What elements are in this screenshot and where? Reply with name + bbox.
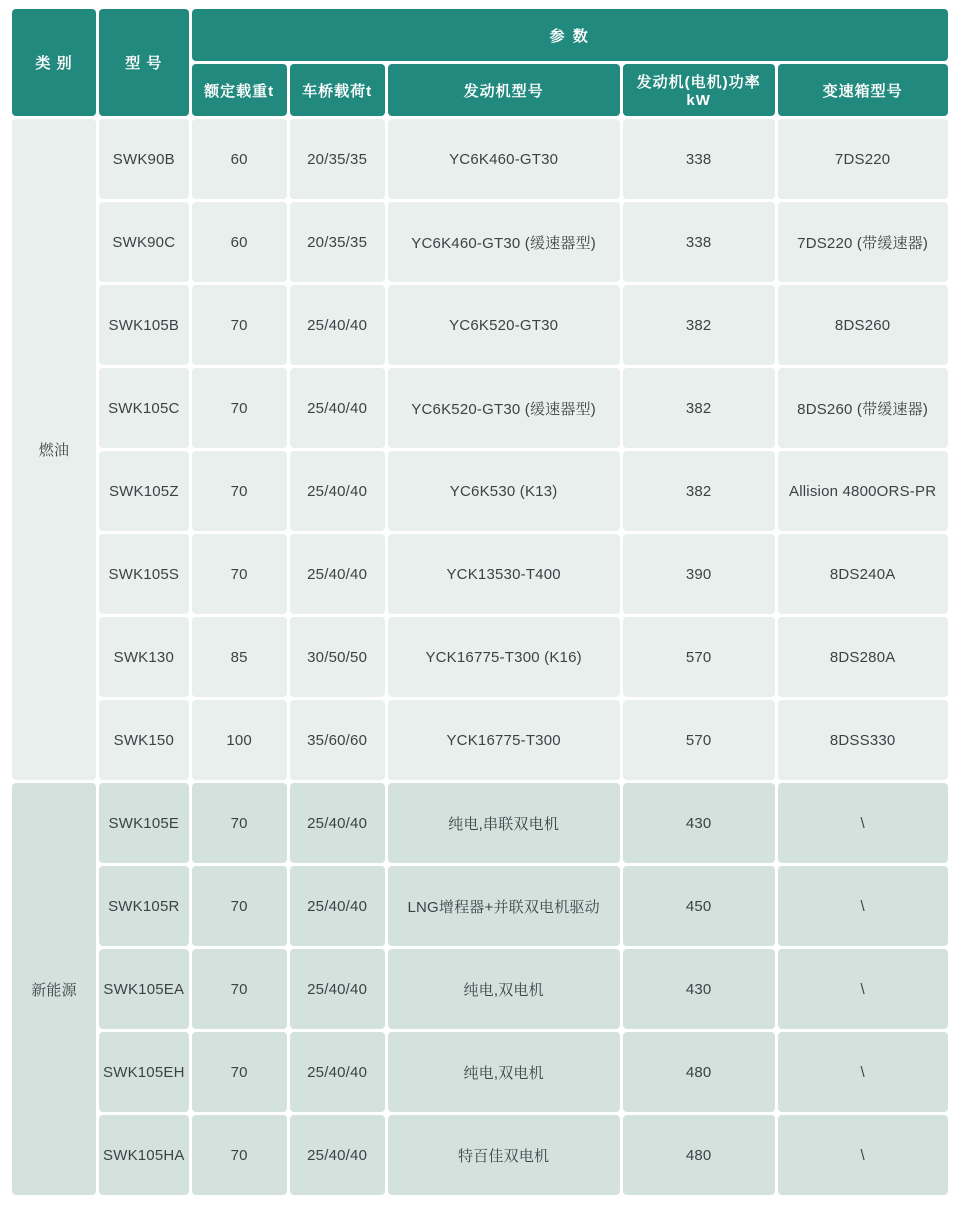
cell-model: SWK105E bbox=[99, 783, 189, 863]
cell-rated-load: 70 bbox=[192, 1032, 287, 1112]
cell-rated-load: 70 bbox=[192, 1115, 287, 1195]
cell-gearbox-model: \ bbox=[778, 949, 948, 1029]
cell-rated-load: 100 bbox=[192, 700, 287, 780]
cell-gearbox-model: \ bbox=[778, 866, 948, 946]
header-rated-load: 额定载重t bbox=[192, 64, 287, 116]
cell-axle-load: 30/50/50 bbox=[290, 617, 385, 697]
cell-rated-load: 60 bbox=[192, 202, 287, 282]
cell-model: SWK105EA bbox=[99, 949, 189, 1029]
header-axle-load: 车桥载荷t bbox=[290, 64, 385, 116]
cell-model: SWK105Z bbox=[99, 451, 189, 531]
cell-axle-load: 35/60/60 bbox=[290, 700, 385, 780]
cell-engine-model: YC6K460-GT30 (缓速器型) bbox=[388, 202, 620, 282]
cell-engine-model: YCK16775-T300 (K16) bbox=[388, 617, 620, 697]
cell-gearbox-model: Allision 4800ORS-PR bbox=[778, 451, 948, 531]
cell-axle-load: 25/40/40 bbox=[290, 451, 385, 531]
cell-gearbox-model: \ bbox=[778, 1032, 948, 1112]
cell-engine-model: 特百佳双电机 bbox=[388, 1115, 620, 1195]
cell-engine-power: 570 bbox=[623, 617, 775, 697]
cell-engine-model: YC6K530 (K13) bbox=[388, 451, 620, 531]
header-gearbox-model: 变速箱型号 bbox=[778, 64, 948, 116]
cell-engine-power: 480 bbox=[623, 1032, 775, 1112]
cell-rated-load: 70 bbox=[192, 451, 287, 531]
category-cell-fuel: 燃油 bbox=[12, 119, 96, 780]
cell-model: SWK105EH bbox=[99, 1032, 189, 1112]
cell-engine-model: YCK16775-T300 bbox=[388, 700, 620, 780]
cell-model: SWK105B bbox=[99, 285, 189, 365]
cell-rated-load: 70 bbox=[192, 783, 287, 863]
table-row bbox=[12, 119, 948, 199]
cell-rated-load: 70 bbox=[192, 866, 287, 946]
cell-axle-load: 25/40/40 bbox=[290, 1115, 385, 1195]
header-model: 型 号 bbox=[99, 9, 189, 116]
cell-axle-load: 25/40/40 bbox=[290, 783, 385, 863]
cell-gearbox-model: 8DSS330 bbox=[778, 700, 948, 780]
cell-engine-model: YC6K460-GT30 bbox=[388, 119, 620, 199]
cell-engine-model: 纯电,双电机 bbox=[388, 949, 620, 1029]
header-category: 类 别 bbox=[12, 9, 96, 116]
cell-engine-power: 450 bbox=[623, 866, 775, 946]
cell-axle-load: 20/35/35 bbox=[290, 202, 385, 282]
cell-axle-load: 25/40/40 bbox=[290, 1032, 385, 1112]
cell-engine-model: YCK13530-T400 bbox=[388, 534, 620, 614]
cell-axle-load: 25/40/40 bbox=[290, 949, 385, 1029]
cell-engine-model: YC6K520-GT30 (缓速器型) bbox=[388, 368, 620, 448]
cell-gearbox-model: 8DS260 bbox=[778, 285, 948, 365]
header-engine-model: 发动机型号 bbox=[388, 64, 620, 116]
cell-rated-load: 70 bbox=[192, 534, 287, 614]
table-row bbox=[12, 617, 948, 697]
table-row bbox=[12, 451, 948, 531]
cell-engine-power: 382 bbox=[623, 368, 775, 448]
cell-engine-model: 纯电,双电机 bbox=[388, 1032, 620, 1112]
table-row bbox=[12, 534, 948, 614]
cell-engine-power: 430 bbox=[623, 783, 775, 863]
cell-engine-power: 480 bbox=[623, 1115, 775, 1195]
cell-engine-power: 430 bbox=[623, 949, 775, 1029]
cell-model: SWK90C bbox=[99, 202, 189, 282]
table-row bbox=[12, 866, 948, 946]
cell-gearbox-model: \ bbox=[778, 1115, 948, 1195]
cell-rated-load: 70 bbox=[192, 285, 287, 365]
table-row bbox=[12, 202, 948, 282]
cell-model: SWK105C bbox=[99, 368, 189, 448]
table-row bbox=[12, 783, 948, 863]
cell-engine-power: 338 bbox=[623, 202, 775, 282]
cell-engine-power: 338 bbox=[623, 119, 775, 199]
cell-engine-power: 382 bbox=[623, 451, 775, 531]
table-header bbox=[12, 9, 948, 116]
cell-gearbox-model: 8DS280A bbox=[778, 617, 948, 697]
cell-rated-load: 70 bbox=[192, 368, 287, 448]
cell-engine-power: 570 bbox=[623, 700, 775, 780]
table-row bbox=[12, 368, 948, 448]
cell-model: SWK105HA bbox=[99, 1115, 189, 1195]
cell-model: SWK105R bbox=[99, 866, 189, 946]
cell-axle-load: 20/35/35 bbox=[290, 119, 385, 199]
cell-engine-model: 纯电,串联双电机 bbox=[388, 783, 620, 863]
cell-axle-load: 25/40/40 bbox=[290, 368, 385, 448]
cell-engine-model: YC6K520-GT30 bbox=[388, 285, 620, 365]
cell-gearbox-model: 7DS220 bbox=[778, 119, 948, 199]
vehicle-spec-table bbox=[9, 6, 951, 1198]
cell-gearbox-model: \ bbox=[778, 783, 948, 863]
cell-axle-load: 25/40/40 bbox=[290, 866, 385, 946]
cell-engine-model: LNG增程器+并联双电机驱动 bbox=[388, 866, 620, 946]
cell-axle-load: 25/40/40 bbox=[290, 285, 385, 365]
cell-engine-power: 390 bbox=[623, 534, 775, 614]
header-engine-power: 发动机(电机)功率kW bbox=[623, 64, 775, 116]
cell-model: SWK105S bbox=[99, 534, 189, 614]
cell-gearbox-model: 7DS220 (带缓速器) bbox=[778, 202, 948, 282]
cell-axle-load: 25/40/40 bbox=[290, 534, 385, 614]
table-row bbox=[12, 285, 948, 365]
cell-rated-load: 60 bbox=[192, 119, 287, 199]
category-cell-new-energy: 新能源 bbox=[12, 783, 96, 1195]
table-row bbox=[12, 1032, 948, 1112]
cell-gearbox-model: 8DS240A bbox=[778, 534, 948, 614]
table-body bbox=[12, 119, 948, 1195]
table-row bbox=[12, 700, 948, 780]
table-row bbox=[12, 1115, 948, 1195]
cell-rated-load: 70 bbox=[192, 949, 287, 1029]
header-params-group: 参 数 bbox=[192, 9, 948, 61]
cell-engine-power: 382 bbox=[623, 285, 775, 365]
cell-model: SWK130 bbox=[99, 617, 189, 697]
cell-gearbox-model: 8DS260 (带缓速器) bbox=[778, 368, 948, 448]
table-row bbox=[12, 949, 948, 1029]
cell-rated-load: 85 bbox=[192, 617, 287, 697]
cell-model: SWK150 bbox=[99, 700, 189, 780]
cell-model: SWK90B bbox=[99, 119, 189, 199]
